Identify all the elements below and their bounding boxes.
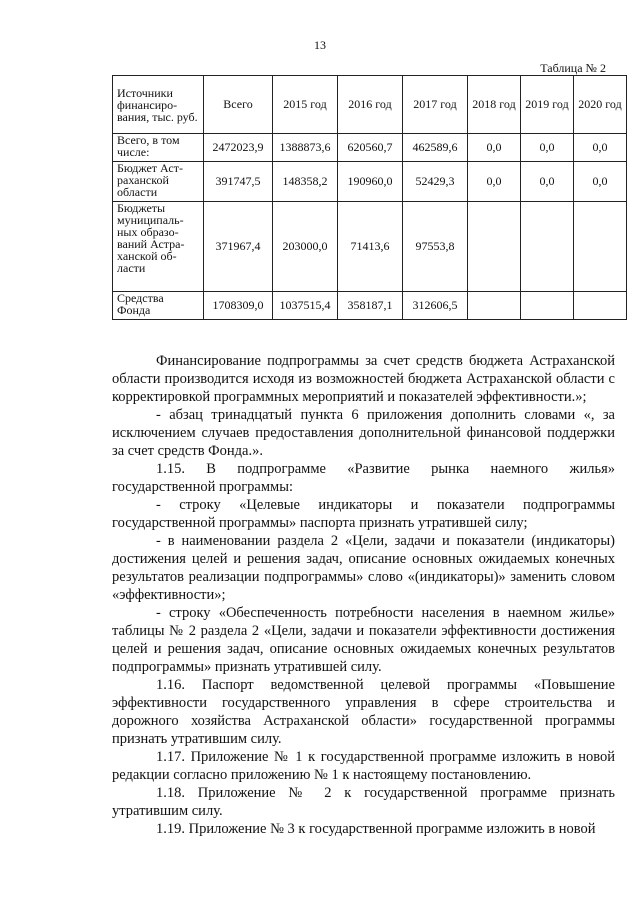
table-row <box>113 162 627 202</box>
cell-2020: 0,0 <box>574 162 627 202</box>
table-row <box>113 292 627 320</box>
paragraph: Финансирование подпрограммы за счет средств бюджета Астраханской области производится исходя из возможностей бюджета Астраханской области с корректировкой программных мероприятий и показателей эффективности.»; <box>112 353 615 405</box>
paragraph: 1.16. Паспорт ведомственной целевой программы «Повышение эффективности государственного управления в сфере строительства и дорожного хозяйства Астраханской области» государственной программы признать утратившим силу. <box>112 677 615 747</box>
row-label: Средства Фонда <box>113 292 204 320</box>
header-cell-source: Источники финансиро-вания, тыс. руб. <box>113 76 204 134</box>
cell-total: 391747,5 <box>204 162 273 202</box>
cell-2015: 148358,2 <box>273 162 338 202</box>
cell-total: 2472023,9 <box>204 134 273 162</box>
paragraph: - строку «Обеспеченность потребности населения в наемном жилье» таблицы № 2 раздела 2 «Цели, задачи и показатели эффективности достижения целей и решения задач, описание основных ожидаемых конечных результатов подпрограммы» признать утратившей силу. <box>112 605 615 675</box>
cell-2017: 97553,8 <box>403 202 468 292</box>
paragraph: 1.19. Приложение № 3 к государственной программе изложить в новой <box>156 821 596 837</box>
cell-2017: 312606,5 <box>403 292 468 320</box>
cell-2019: 0,0 <box>521 162 574 202</box>
cell-2015: 203000,0 <box>273 202 338 292</box>
table-caption: Таблица № 2 <box>540 61 606 75</box>
table-row <box>113 134 627 162</box>
cell-total: 1708309,0 <box>204 292 273 320</box>
paragraph: 1.15. В подпрограмме «Развитие рынка наемного жилья» государственной программы: <box>112 461 615 495</box>
row-label: Всего, в том числе: <box>113 134 204 162</box>
financing-table <box>112 75 627 320</box>
row-label: Бюджеты муниципаль-ных образо-ваний Астра-ханской об-ласти <box>113 202 204 292</box>
header-cell-2020: 2020 год <box>574 76 627 134</box>
cell-total: 371967,4 <box>204 202 273 292</box>
page-number: 13 <box>314 38 326 52</box>
paragraph: - абзац тринадцатый пункта 6 приложения дополнить словами «, за исключением случаев предоставления дополнительной финансовой поддержки за счет средств Фонда.». <box>112 407 615 459</box>
header-cell-2019: 2019 год <box>521 76 574 134</box>
paragraph: - в наименовании раздела 2 «Цели, задачи и показатели (индикаторы) достижения целей и решения задач, описание основных ожидаемых конечных результатов реализации подпрограммы» слово «(индикаторы)» заменить словом «эффективности»; <box>112 533 615 603</box>
cell-2018: 0,0 <box>468 134 521 162</box>
cell-2019 <box>521 202 574 292</box>
cell-2018: 0,0 <box>468 162 521 202</box>
cell-2016: 71413,6 <box>338 202 403 292</box>
paragraph: - строку «Целевые индикаторы и показатели подпрограммы государственной программы» паспорта признать утратившей силу; <box>112 497 615 531</box>
header-cell-2015: 2015 год <box>273 76 338 134</box>
paragraph: 1.18. Приложение № 2 к государственной программе признать утратившим силу. <box>112 785 615 819</box>
header-cell-2018: 2018 год <box>468 76 521 134</box>
cell-2019: 0,0 <box>521 134 574 162</box>
cell-2018 <box>468 292 521 320</box>
cell-2018 <box>468 202 521 292</box>
header-cell-2017: 2017 год <box>403 76 468 134</box>
cell-2019 <box>521 292 574 320</box>
table-row <box>113 202 627 292</box>
cell-2020 <box>574 202 627 292</box>
table-header-row <box>113 76 627 134</box>
cell-2016: 190960,0 <box>338 162 403 202</box>
cell-2017: 462589,6 <box>403 134 468 162</box>
cell-2017: 52429,3 <box>403 162 468 202</box>
cell-2015: 1388873,6 <box>273 134 338 162</box>
cell-2016: 358187,1 <box>338 292 403 320</box>
cell-2015: 1037515,4 <box>273 292 338 320</box>
header-cell-2016: 2016 год <box>338 76 403 134</box>
cell-2020: 0,0 <box>574 134 627 162</box>
header-cell-total: Всего <box>204 76 273 134</box>
paragraph: 1.17. Приложение № 1 к государственной программе изложить в новой редакции согласно приложению № 1 к настоящему постановлению. <box>112 749 615 783</box>
row-label: Бюджет Аст-раханской области <box>113 162 204 202</box>
cell-2016: 620560,7 <box>338 134 403 162</box>
body-text <box>112 352 615 838</box>
cell-2020 <box>574 292 627 320</box>
